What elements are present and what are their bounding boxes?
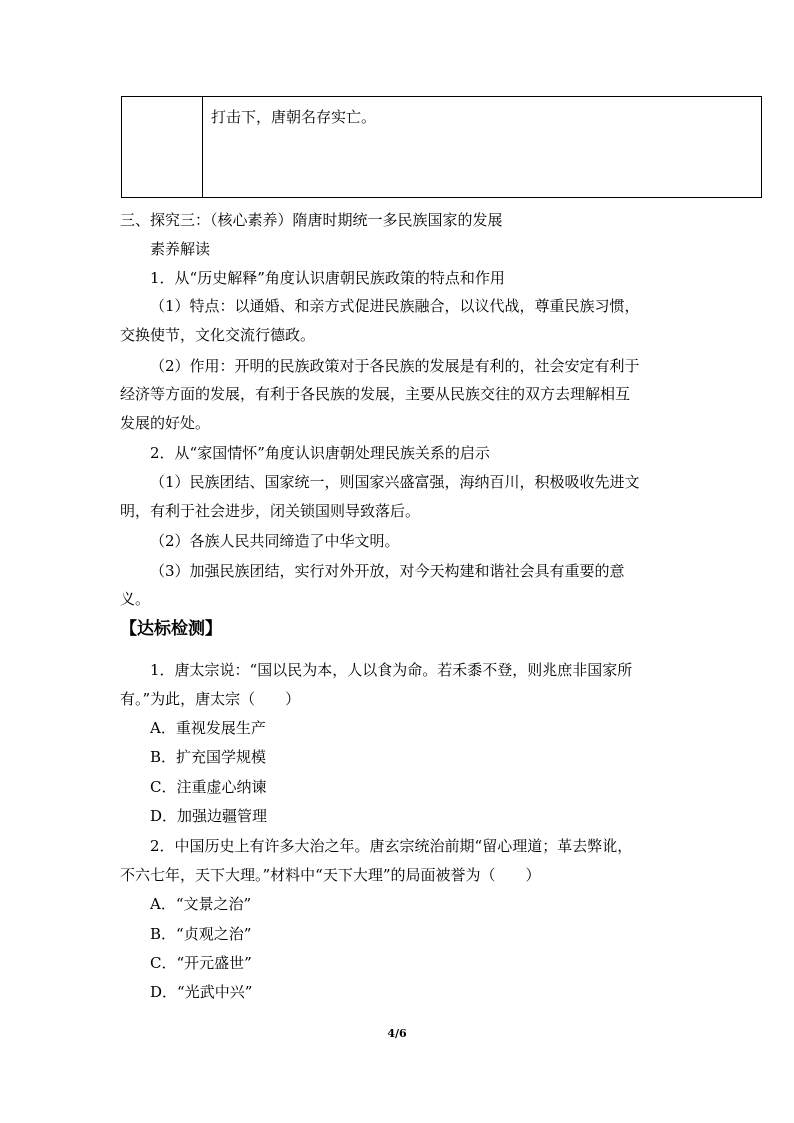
- point2-item3-line1: （3）加强民族团结，实行对外开放，对今天构建和谐社会具有重要的意: [150, 562, 625, 580]
- question1-option-b: B．扩充国学规模: [150, 748, 267, 766]
- question2-option-d: D．“光武中兴”: [150, 983, 253, 1001]
- point2-item1-line1: （1）民族团结、国家统一，则国家兴盛富强，海纳百川，积极吸收先进文: [150, 473, 640, 491]
- question1-option-c: C．注重虚心纳谏: [150, 778, 267, 796]
- section3-subtitle: 素养解读: [150, 240, 211, 258]
- test-heading: 【达标检测】: [120, 619, 222, 639]
- question1-line1: 1．唐太宗说：“国以民为本，人以食为命。若禾黍不登，则兆庶非国家所: [150, 661, 633, 679]
- table-column-divider: [202, 97, 203, 197]
- question2-option-b: B．“贞观之治”: [150, 925, 252, 943]
- question2-line1: 2．中国历史上有许多大治之年。唐玄宗统治前期“留心理道；革去弊讹，: [150, 837, 633, 855]
- table-cell-text: 打击下，唐朝名存实亡。: [211, 108, 377, 126]
- point1-heading: 1．从“历史解释”角度认识唐朝民族政策的特点和作用: [150, 269, 505, 287]
- point2-item3-line2: 义。: [120, 590, 151, 608]
- point1-item2-line1: （2）作用：开明的民族政策对于各民族的发展是有利的，社会安定有利于: [150, 357, 640, 375]
- question2-option-a: A．“文景之治”: [150, 895, 252, 913]
- point2-heading: 2．从“家国情怀”角度认识唐朝处理民族关系的启示: [150, 444, 490, 462]
- question1-line2: 有。”为此，唐太宗（ ）: [120, 690, 301, 708]
- question1-option-a: A．重视发展生产: [150, 719, 266, 737]
- point1-item2-line2: 经济等方面的发展，有利于各民族的发展，主要从民族交往的双方去理解相互: [120, 385, 631, 403]
- question2-option-c: C．“开元盛世”: [150, 954, 252, 972]
- page-number: 4/6: [387, 1027, 407, 1040]
- point2-item1-line2: 明，有利于社会进步，闭关锁国则导致落后。: [120, 502, 421, 520]
- point2-item2: （2）各族人民共同缔造了中华文明。: [150, 532, 400, 550]
- table-fragment: [121, 96, 762, 198]
- question2-line2: 不六七年，天下大理。”材料中“天下大理”的局面被誉为（ ）: [120, 866, 541, 884]
- point1-item1-line2: 交换使节，文化交流行德政。: [120, 326, 316, 344]
- question1-option-d: D．加强边疆管理: [150, 807, 268, 825]
- section3-title: 三、探究三：（核心素养）隋唐时期统一多民族国家的发展: [120, 211, 503, 229]
- point1-item1-line1: （1）特点：以通婚、和亲方式促进民族融合，以议代战，尊重民族习惯，: [150, 297, 640, 315]
- point1-item2-line3: 发展的好处。: [120, 414, 211, 432]
